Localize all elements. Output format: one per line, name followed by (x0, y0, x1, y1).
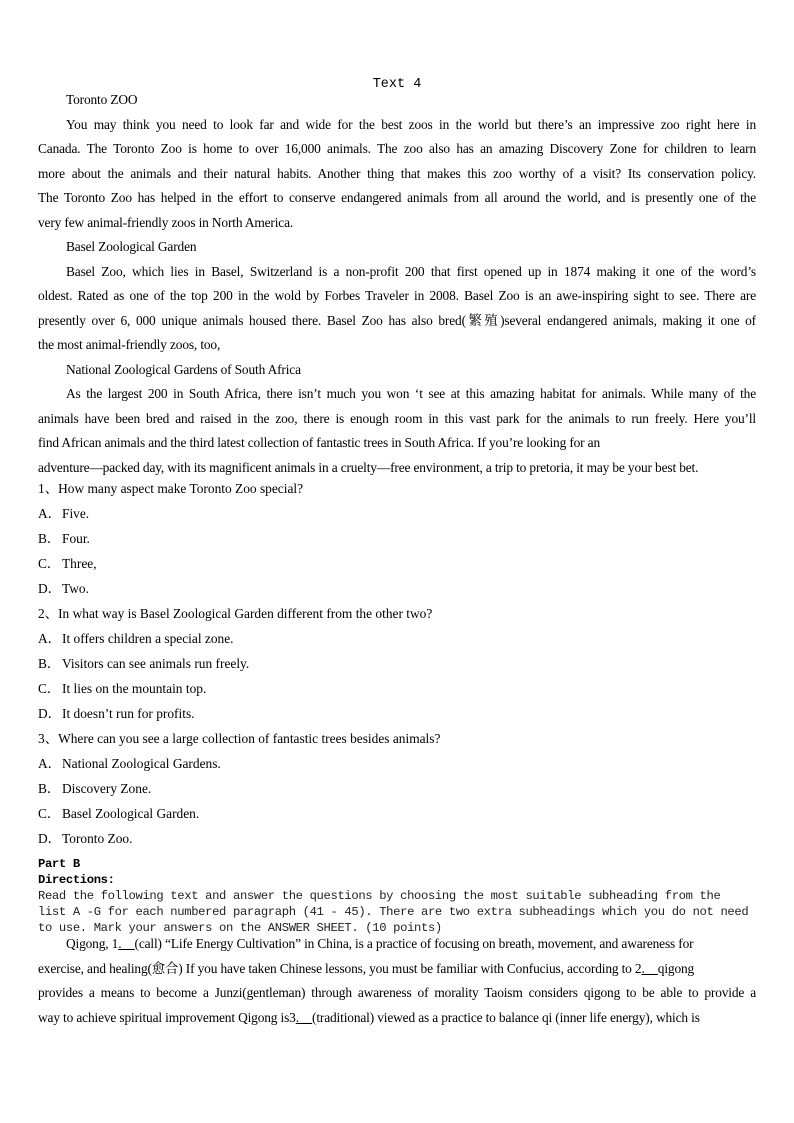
reading-passage (38, 88, 756, 480)
paragraph-line: As the largest 200 in South Africa, there isn’t much you won ‘t see at this amazing habitat for animals. While many of the (66, 386, 756, 401)
directions-label: Directions: (38, 873, 115, 887)
question-3 (38, 726, 756, 751)
paragraph-line: find African animals and the third latest collection of fantastic trees in South Africa. If you’re looking for an (38, 435, 601, 450)
option-letter: D． (38, 581, 62, 596)
question-1 (38, 476, 756, 501)
part-b-section (38, 856, 758, 936)
question-text: How many aspect make Toronto Zoo special? (58, 481, 304, 496)
option-2d[interactable] (38, 701, 756, 726)
option-letter: A． (38, 631, 62, 646)
option-1c[interactable] (38, 551, 756, 576)
option-letter: A． (38, 506, 62, 521)
passage-text: way to achieve spiritual improvement Qigong is3 (38, 1009, 296, 1025)
option-letter: B． (38, 531, 61, 546)
option-text: Toronto Zoo. (62, 831, 133, 846)
option-2c[interactable] (38, 676, 756, 701)
option-3a[interactable] (38, 751, 756, 776)
section-heading-basel: Basel Zoological Garden (66, 239, 197, 254)
passage-text: (call) “Life Energy Cultivation” in China, is a practice of focusing on breath, movement, and awareness for (134, 936, 694, 951)
question-2 (38, 601, 756, 626)
passage-line-4 (38, 1006, 756, 1031)
option-letter: D． (38, 831, 62, 846)
section-heading-south-africa: National Zoological Gardens of South Africa (66, 361, 301, 377)
option-text: Visitors can see animals run freely. (62, 656, 250, 671)
document-title: Text 4 (372, 77, 422, 92)
directions-line: list A -G for each numbered paragraph (41 - 45). There are two extra subheadings which you do not need (38, 905, 749, 919)
questions-section (38, 476, 756, 851)
passage-text: qigong (657, 960, 695, 976)
paragraph-line: oldest. Rated as one of the top 200 in the wold by Forbes Traveler in 2008. Basel Zoo is an awe-inspiring sight to see. There are (38, 288, 756, 303)
passage-text: Qigong, 1 (66, 936, 119, 951)
paragraph-line: the most animal-friendly zoos, too, (38, 337, 221, 352)
passage-line-2 (38, 957, 756, 982)
option-text: Two. (62, 581, 89, 596)
option-letter: C． (38, 681, 61, 696)
paragraph-line: Basel Zoo, which lies in Basel, Switzerland is a non-profit 200 that first opened up in 1874 making it one of the word’s (66, 263, 756, 279)
option-text: Five. (62, 506, 90, 521)
paragraph-line: animals have been bred and raised in the zoo, there is enough room in this vast park for the animals to run freely. Here you’ll (38, 410, 756, 426)
option-letter: B． (38, 781, 61, 796)
option-text: National Zoological Gardens. (62, 756, 221, 771)
option-1b[interactable] (38, 526, 756, 551)
paragraph-line: Canada. The Toronto Zoo is home to over 16,000 animals. The zoo also has an amazing Discovery Zone for children to learn (38, 141, 756, 156)
directions-line: to use. Mark your answers on the ANSWER SHEET. (10 points) (38, 921, 442, 935)
blank-2[interactable]: .__ (641, 960, 658, 976)
directions-line: Read the following text and answer the questions by choosing the most suitable subheading from the (38, 889, 721, 903)
passage-text: exercise, and healing(愈合) If you have taken Chinese lessons, you must be familiar with Confucius, according to 2 (38, 960, 642, 976)
option-3b[interactable] (38, 776, 756, 801)
qigong-passage (38, 932, 756, 1030)
option-text: Three, (62, 556, 97, 571)
passage-line-1 (38, 932, 756, 957)
passage-text: (traditional) viewed as a practice to balance qi (inner life energy), which is (312, 1009, 700, 1025)
question-number: 2、 (38, 606, 59, 621)
option-text: Basel Zoological Garden. (62, 806, 200, 821)
question-text: Where can you see a large collection of fantastic trees besides animals? (58, 731, 441, 746)
option-text: It doesn’t run for profits. (62, 706, 195, 721)
paragraph-line: You may think you need to look far and wide for the best zoos in the world but there’s an impressive zoo right here in (66, 116, 756, 132)
option-letter: C． (38, 806, 61, 821)
option-text: It offers children a special zone. (62, 631, 234, 646)
blank-3[interactable]: .__ (295, 1009, 313, 1025)
option-1a[interactable] (38, 501, 756, 526)
question-text: In what way is Basel Zoological Garden different from the other two? (58, 606, 433, 621)
option-letter: D． (38, 706, 62, 721)
paragraph-line: more about the animals and their natural habits. Another thing that makes this zoo worthy of a visit? Its conservation policy. (38, 165, 756, 181)
option-text: Discovery Zone. (62, 781, 152, 796)
section-heading-toronto: Toronto ZOO (66, 92, 138, 107)
option-text: It lies on the mountain top. (62, 681, 207, 696)
option-letter: C． (38, 556, 61, 571)
paragraph-line: The Toronto Zoo has helped in the effort to conserve endangered animals from all around the world, and is presently one of the (38, 190, 756, 205)
option-letter: A． (38, 756, 62, 771)
option-2b[interactable] (38, 651, 756, 676)
option-3c[interactable] (38, 801, 756, 826)
question-number: 1、 (38, 481, 59, 496)
paragraph-line: presently over 6, 000 unique animals housed there. Basel Zoo has also bred(繁殖)several endangered animals, making it one of (38, 312, 756, 328)
option-2a[interactable] (38, 626, 756, 651)
question-number: 3、 (38, 731, 59, 746)
option-letter: B． (38, 656, 61, 671)
option-3d[interactable] (38, 826, 756, 851)
paragraph-line: adventure—packed day, with its magnificent animals in a cruelty—free environment, a trip to pretoria, it may be your best bet. (38, 459, 699, 475)
paragraph-line: very few animal-friendly zoos in North America. (38, 214, 294, 230)
part-b-heading: Part B (38, 857, 80, 871)
passage-line-3: provides a means to become a Junzi(gentleman) through awareness of morality Taoism considers qigong to be able to provide a (38, 985, 756, 1000)
option-1d[interactable] (38, 576, 756, 601)
blank-1[interactable]: .__ (118, 936, 135, 951)
option-text: Four. (62, 531, 90, 546)
